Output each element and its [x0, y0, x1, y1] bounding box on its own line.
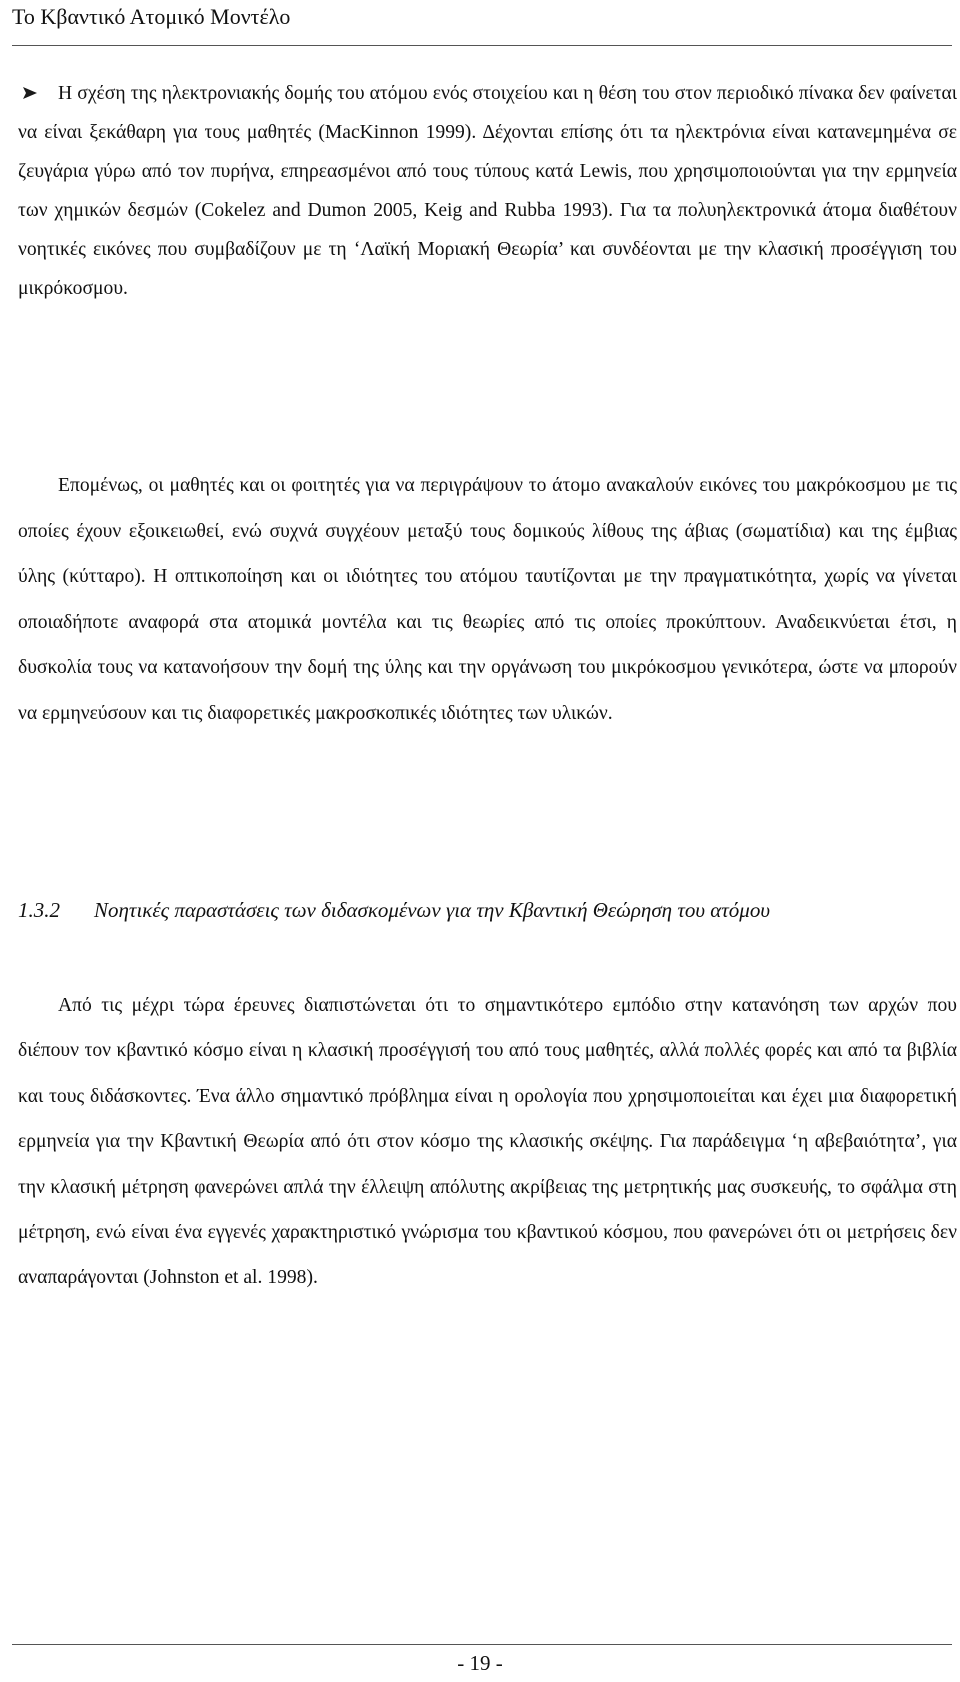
- body-paragraph-1: Επομένως, οι μαθητές και οι φοιτητές για να περιγράψουν το άτομο ανακαλούν εικόνες του μακρόκοσμου με τις οποίες έχουν εξοικειωθεί, ενώ συχνά συγχέουν μεταξύ τους δομικούς λίθους της άβιας (σωματίδια) και της έμβιας ύλης (κύτταρο). Η οπτικοποίηση και οι ιδιότητες του ατόμου ταυτίζονται με την πραγματικότητα, χωρίς να γίνεται οποιαδήποτε αναφορά στα ατομικά μοντέλα και τις θεωρίες από τις οποίες προκύπτουν. Αναδεικνύεται έτσι, η δυσκολία τους να κατανοήσουν την δομή της ύλης και την οργάνωση του μικρόκοσμου γενικότερα, ώστε να μπορούν να ερμηνεύσουν και τις διαφορετικές μακροσκοπικές ιδιότητες των υλικών.: [18, 475, 957, 724]
- running-header-title: Το Κβαντικό Ατομικό Μοντέλο: [12, 4, 291, 29]
- header-divider: [12, 45, 952, 46]
- section-title: Νοητικές παραστάσεις των διδασκομένων για την Κβαντική Θεώρηση του ατόμου: [94, 898, 770, 922]
- body-paragraph-2: Από τις μέχρι τώρα έρευνες διαπιστώνεται ότι το σημαντικότερο εμπόδιο στην κατανόηση των αρχών που διέπουν τον κβαντικό κόσμο είναι η κλασική προσέγγισή του από τους μαθητές, αλλά πολλές φορές και από τα βιβλία και τους διδάσκοντες. Ένα άλλο σημαντικό πρόβλημα είναι η ορολογία που χρησιμοποιείται και έχει μια διαφορετική ερμηνεία για την Κβαντική Θεωρία από ότι στον κόσμο της κλασικής σκέψης. Για παράδειγμα ‘η αβεβαιότητα’, για την κλασική μέτρηση φανερώνει απλά την έλλειψη απόλυτης ακρίβειας της μετρητικής μας συσκευής, το σφάλμα στη μέτρηση, ενώ είναι ένα εγγενές χαρακτηριστικό γνώρισμα του κβαντικού κόσμου, που φανερώνει ότι οι μετρήσεις δεν αναπαράγονται (Johnston et al. 1998).: [18, 995, 957, 1289]
- section-heading: [18, 895, 770, 925]
- page-number: - 19 -: [457, 1651, 503, 1675]
- footer-divider: [12, 1644, 952, 1645]
- section-number: 1.3.2: [18, 898, 60, 922]
- bullet-paragraph: Η σχέση της ηλεκτρονιακής δομής του ατόμου ενός στοιχείου και η θέση του στον περιοδικό πίνακα δεν φαίνεται να είναι ξεκάθαρη για τους μαθητές (MacKinnon 1999). Δέχονται επίσης ότι τα ηλεκτρόνια είναι κατανεμημένα σε ζευγάρια γύρω από τον πυρήνα, επηρεασμένοι από τους τύπους κατά Lewis, που χρησιμοποιούνται για την ερμηνεία των χημικών δεσμών (Cokelez and Dumon 2005, Keig and Rubba 1993). Για τα πολυηλεκτρονικά άτομα διαθέτουν νοητικές εικόνες που συμβαδίζουν με τη ‘Λαϊκή Μοριακή Θεωρία’ και συνδέονται με την κλασική προσέγγιση του μικρόκοσμου.: [18, 83, 957, 299]
